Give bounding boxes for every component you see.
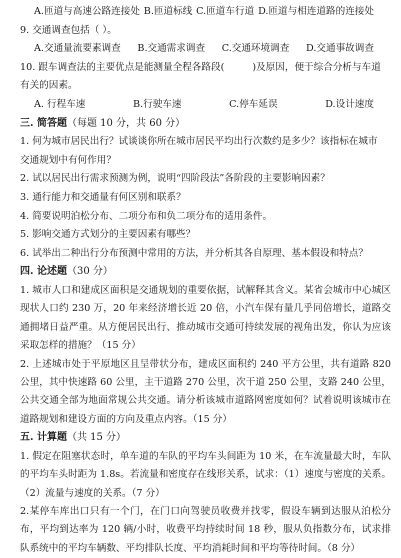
q9-option-c: C.交通环境调查 [221,43,290,55]
s5-p1: 1. 假定在阻塞状态时，单车道的车队的平均车头间距为 10 米，在车流量最大时，车队的平均车头时距为 1.8s。若流量和密度存在线形关系，试求：（1）速度与密度的关系。（2）流量与速度的关系。（7 分） [20,450,391,499]
q8-option-c: C.匝道车行道 [196,6,255,17]
s3-q4: 4. 简要说明泊松分布、二项分布和负二项分布的适用条件。 [20,210,273,222]
s3-q1-line2: 交通规划中有何作用？ [20,154,116,166]
q10-options [20,96,374,115]
section3-heading [20,115,391,134]
section4-subtitle: （30 分） [66,266,113,278]
section3-subtitle: （每题 10 分，共 60 分） [66,117,186,129]
s4-p2: 2. 上述城市处于平原地区且呈带状分布，建成区面积约 240 平方公里，共有道路 820 公里，其中快速路 60 公里，主干道路 270 公里，次干道 250 公里，支路 240 公里，公共交通全部为地面常规公共交通。请分析该城市道路网密度如何？试着说明该城市在道路规划和建设方面的方向及重点内容。（15 分） [20,358,391,425]
q8-option-a: A.匝道与高速公路连接处 [34,6,140,17]
q10-option-c: C.停车延误 [229,98,278,110]
section5-heading [20,429,391,448]
s5-p2: 2.某停车库出口只有一个门，在门口向驾驶员收费并找零，假设车辆到达服从泊松分布，平均到达率为 120 辆/小时，收费平均持续时间 18 秒，服从负指数分布，试求排队系统中的平均车辆数、平均排队长度、平均消耗时间和平均等待时间。（8 分） [20,505,391,554]
q10-stem-cont: 有关的因素。 [20,80,78,92]
section4-heading [20,263,391,282]
section5-title: 五. 计算题 [20,432,67,444]
s3-q3: 3. 通行能力和交通量有何区别和联系？ [20,191,186,203]
s4-p1: 1. 城市人口和建成区面积是交通规划的重要依据，试解释其含义。某省会城市中心城区现状人口约 230 万，20 年来经济增长近 20 倍，小汽车保有量几乎同倍增长，道路交通拥堵日益严重。从方便居民出行、推动城市交通可持续发展的视角出发，你认为应该采取怎样的措施？（15 分） [20,284,391,352]
q9-option-a: A.交通量流要素调查 [34,43,121,55]
q10-option-d: D.设计速度 [325,98,374,110]
q8-option-b: B.匝道标线 [143,6,193,17]
q10-option-b: B.行驶车速 [133,98,182,110]
section5-subtitle: （共 15 分） [66,432,127,444]
s3-q5: 5. 影响交通方式划分的主要因素有哪些？ [20,229,196,241]
s3-q6: 6. 试举出二种出行分布预测中常用的方法，并分析其各自原理、基本假设和特点？ [20,247,368,259]
s3-q1-line1: 1. 何为城市居民出行？试谈谈你所在城市居民平均出行次数约是多少？该指标在城市 [20,136,378,148]
q9-option-d: D.交通事故调查 [306,43,374,55]
section3-title: 三. 简答题 [20,117,67,129]
q10-stem [20,59,391,78]
q10-option-a: A. 行程车速 [34,98,86,110]
q10-stem-part-a: 10. 跟车调查法的主要优点是能测量全程各路段( [20,61,225,73]
q8-options [20,3,374,22]
s3-q2: 2. 试以居民出行需求预测为例，说明“四阶段法”各阶段的主要影响因素？ [20,173,330,185]
q9-option-b: B.交通需求调查 [137,43,206,55]
q8-option-d: D.匝道与相连道路的连接处 [258,6,374,17]
q10-stem-part-b: )及原因，便于综合分析与车道 [252,61,381,73]
q9-stem: 9. 交通调查包括（ ）。 [20,24,117,36]
q9-options [20,40,374,59]
section4-title: 四. 论述题 [20,266,67,278]
